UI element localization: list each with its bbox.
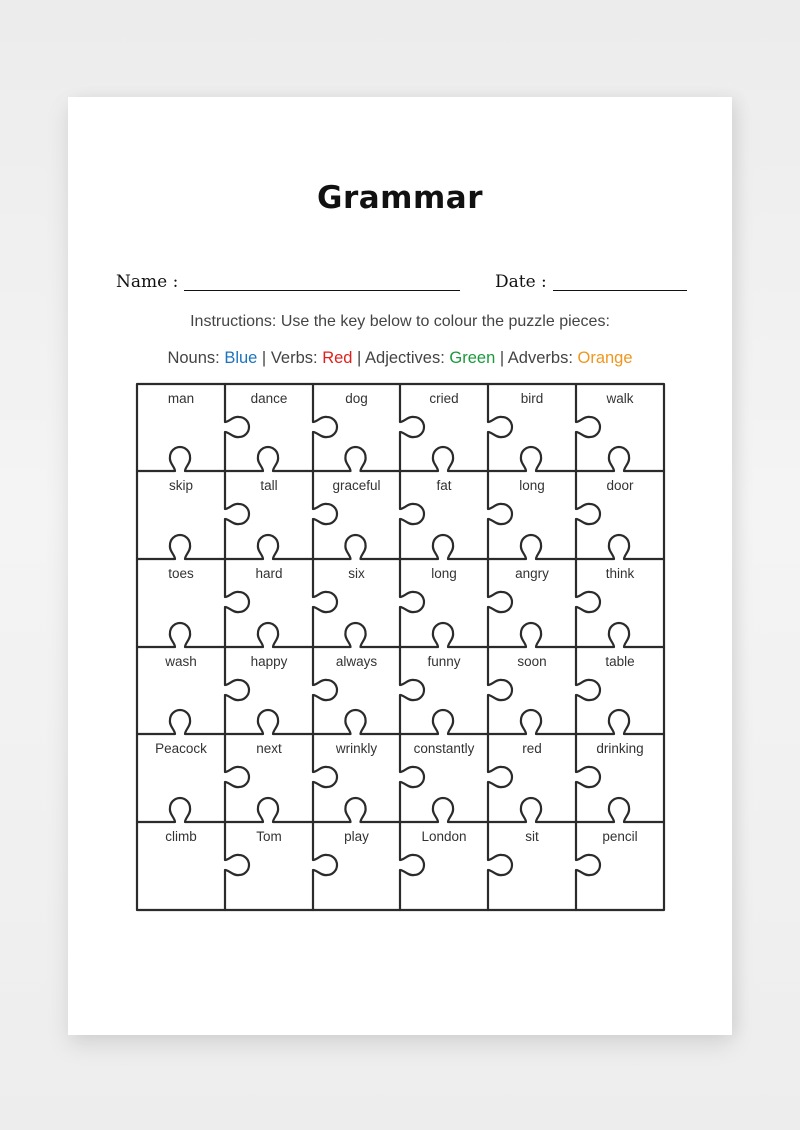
- puzzle-piece-word[interactable]: funny: [427, 654, 461, 669]
- puzzle-piece-word[interactable]: long: [519, 478, 545, 493]
- key-separator: |: [257, 349, 271, 367]
- puzzle-piece-word[interactable]: Tom: [256, 829, 282, 844]
- puzzle-piece-word[interactable]: fat: [436, 478, 452, 493]
- puzzle-piece-word[interactable]: next: [256, 741, 282, 756]
- puzzle-piece-word[interactable]: soon: [517, 654, 547, 669]
- key-separator: |: [495, 349, 508, 367]
- key-adjectives-colour: Green: [449, 349, 496, 367]
- puzzle-piece-word[interactable]: angry: [515, 566, 549, 581]
- key-nouns-colour: Blue: [224, 349, 258, 367]
- puzzle-piece-word[interactable]: long: [431, 566, 457, 581]
- puzzle-piece-word[interactable]: man: [167, 391, 195, 406]
- instructions-text: Instructions: Use the key below to colour the puzzle pieces:: [190, 313, 610, 330]
- puzzle-piece-word[interactable]: climb: [165, 829, 197, 844]
- puzzle-piece-word[interactable]: think: [605, 566, 635, 581]
- puzzle-piece-word[interactable]: sit: [525, 829, 539, 844]
- puzzle-piece-word[interactable]: wrinkly: [335, 741, 378, 756]
- puzzle-piece-word[interactable]: dance: [250, 391, 288, 406]
- key-verbs-colour: Red: [322, 349, 353, 367]
- puzzle-piece-word[interactable]: London: [421, 829, 467, 844]
- key-adverbs-colour: Orange: [577, 349, 633, 367]
- puzzle-piece-word[interactable]: graceful: [332, 478, 381, 493]
- puzzle-piece-word[interactable]: hard: [255, 566, 283, 581]
- worksheet-title: Grammar: [317, 180, 483, 216]
- puzzle-piece-word[interactable]: skip: [168, 478, 194, 493]
- puzzle-lines: [137, 384, 664, 910]
- puzzle-piece-word[interactable]: happy: [250, 654, 288, 669]
- key-nouns-label: Nouns:: [167, 349, 225, 367]
- date-label: Date :: [495, 272, 547, 292]
- puzzle-piece-word[interactable]: table: [605, 654, 635, 669]
- puzzle-piece-word[interactable]: walk: [606, 391, 634, 406]
- puzzle-piece-word[interactable]: dog: [345, 391, 368, 406]
- puzzle-piece-word[interactable]: toes: [168, 566, 194, 581]
- puzzle-piece-word[interactable]: drinking: [596, 741, 644, 756]
- puzzle-piece-word[interactable]: cried: [429, 391, 459, 406]
- puzzle-piece-word[interactable]: tall: [260, 478, 278, 493]
- puzzle-piece-word[interactable]: always: [335, 654, 378, 669]
- puzzle-piece-word[interactable]: red: [522, 741, 542, 756]
- puzzle-piece-word[interactable]: six: [348, 566, 365, 581]
- puzzle-piece-word[interactable]: constantly: [413, 741, 475, 756]
- puzzle-piece-word[interactable]: play: [344, 829, 369, 844]
- puzzle-piece-word[interactable]: wash: [165, 654, 197, 669]
- key-verbs-label: Verbs:: [270, 349, 323, 367]
- key-adverbs-label: Adverbs:: [507, 349, 578, 367]
- name-label: Name :: [116, 272, 179, 292]
- puzzle-piece-word[interactable]: door: [606, 478, 634, 493]
- key-separator: |: [352, 349, 366, 367]
- puzzle-piece-word[interactable]: Peacock: [155, 741, 207, 756]
- key-adjectives-label: Adjectives:: [365, 349, 450, 367]
- puzzle-piece-word[interactable]: pencil: [602, 829, 638, 844]
- puzzle-piece-word[interactable]: bird: [520, 391, 544, 406]
